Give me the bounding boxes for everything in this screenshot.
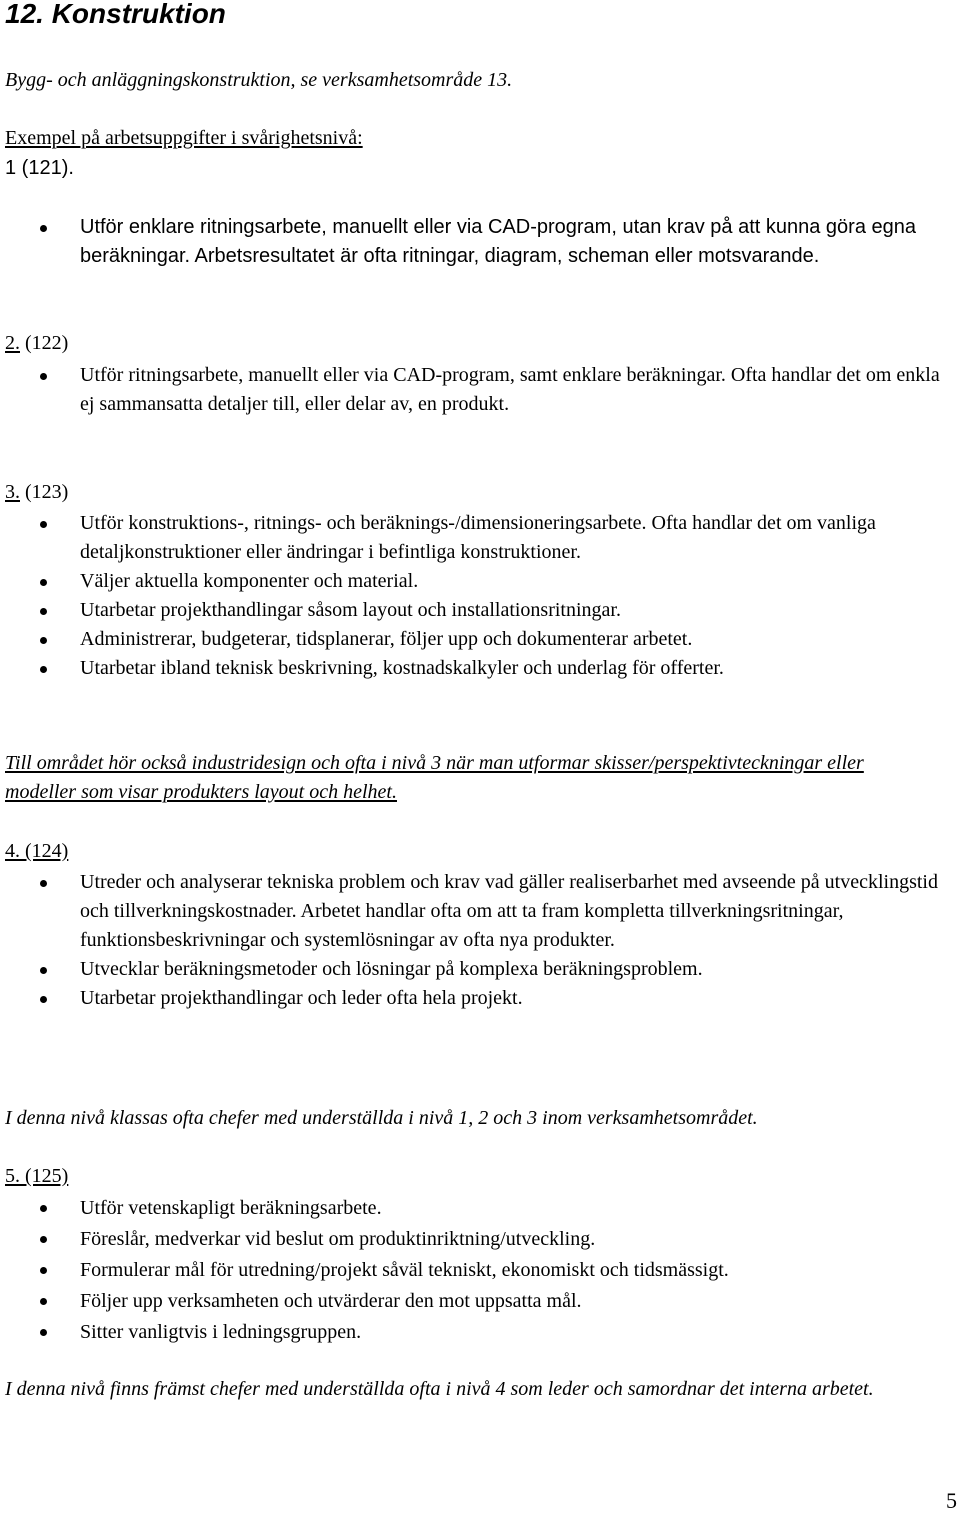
list-item bbox=[40, 955, 955, 984]
list-item bbox=[40, 1255, 955, 1286]
bullet-icon bbox=[40, 1298, 47, 1305]
list-item bbox=[40, 1224, 955, 1255]
bullet-icon bbox=[40, 967, 47, 974]
bullet-icon bbox=[40, 579, 47, 586]
list-item bbox=[40, 213, 955, 271]
industrial-design-note: Till området hör också industridesign och ofta i nivå 3 när man utformar skisser/perspektivteckningar eller modeller som visar produkters layout och helhet. bbox=[5, 752, 864, 803]
level-5-list bbox=[40, 1193, 955, 1348]
level-2-label bbox=[5, 329, 68, 358]
level-2-code: (122) bbox=[20, 332, 69, 354]
list-item-text: Utarbetar projekthandlingar och leder ofta hela projekt. bbox=[80, 987, 523, 1009]
intro-reference: Bygg- och anläggningskonstruktion, se verksamhetsområde 13. bbox=[5, 69, 513, 91]
bullet-icon bbox=[40, 225, 47, 232]
list-item bbox=[40, 1193, 955, 1224]
page-number: 5 bbox=[946, 1488, 957, 1513]
bullet-icon bbox=[40, 1267, 47, 1274]
list-item-text: Följer upp verksamheten och utvärderar den mot uppsatta mål. bbox=[80, 1290, 582, 1312]
list-item-text: Utvecklar beräkningsmetoder och lösningar på komplexa beräkningsproblem. bbox=[80, 958, 703, 980]
level-3-code: (123) bbox=[20, 481, 69, 503]
bullet-icon bbox=[40, 637, 47, 644]
bullet-icon bbox=[40, 373, 47, 380]
level-3-list bbox=[40, 509, 955, 683]
list-item-text: Väljer aktuella komponenter och material. bbox=[80, 570, 419, 592]
list-item bbox=[40, 1286, 955, 1317]
list-item-text: Utreder och analyserar tekniska problem och krav vad gäller realiserbarhet med avseende på utvecklingstid och tillverkningskostnader. Arbetet handlar ofta om att ta fram kompletta tillverkningsritningar, funktionsbeskrivningar och systemlösningar av ofta nya produkter. bbox=[80, 871, 938, 951]
list-item-text: Utför ritningsarbete, manuellt eller via CAD-program, samt enklare beräkningar. Ofta handlar det om enkla ej sammansatta detaljer till, eller delar av, en produkt. bbox=[80, 364, 940, 415]
list-item-text: Administrerar, budgeterar, tidsplanerar, följer upp och dokumenterar arbetet. bbox=[80, 628, 693, 650]
examples-heading: Exempel på arbetsuppgifter i svårighetsnivå: bbox=[5, 127, 363, 149]
list-item bbox=[40, 567, 955, 596]
list-item-text: Utför konstruktions-, ritnings- och beräknings-/dimensioneringsarbete. Ofta handlar det om vanliga detaljkonstruktioner eller ändringar i befintliga konstruktioner. bbox=[80, 512, 876, 563]
list-item-text: Föreslår, medverkar vid beslut om produktinriktning/utveckling. bbox=[80, 1228, 596, 1250]
list-item bbox=[40, 625, 955, 654]
level-3-number: 3. bbox=[5, 481, 20, 503]
level-2-list bbox=[40, 361, 955, 419]
list-item bbox=[40, 868, 955, 955]
bullet-icon bbox=[40, 1236, 47, 1243]
list-item bbox=[40, 984, 955, 1013]
level-4-managers-note: I denna nivå klassas ofta chefer med underställda i nivå 1, 2 och 3 inom verksamhetsområdet. bbox=[5, 1107, 758, 1129]
list-item-text: Utför vetenskapligt beräkningsarbete. bbox=[80, 1197, 382, 1219]
list-item bbox=[40, 596, 955, 625]
level-1-label: 1 (121). bbox=[5, 157, 74, 179]
list-item-text: Sitter vanligtvis i ledningsgruppen. bbox=[80, 1321, 362, 1343]
level-4-label: 4. (124) bbox=[5, 840, 69, 862]
list-item bbox=[40, 509, 955, 567]
bullet-icon bbox=[40, 996, 47, 1003]
level-4-list bbox=[40, 868, 955, 1013]
page-title: 12. Konstruktion bbox=[5, 0, 226, 29]
list-item bbox=[40, 361, 955, 419]
bullet-icon bbox=[40, 666, 47, 673]
bullet-icon bbox=[40, 1329, 47, 1336]
bullet-icon bbox=[40, 608, 47, 615]
level-3-label bbox=[5, 478, 68, 507]
level-2-number: 2. bbox=[5, 332, 20, 354]
level-1-list bbox=[40, 213, 955, 271]
list-item bbox=[40, 1317, 955, 1348]
list-item-text: Utför enklare ritningsarbete, manuellt eller via CAD-program, utan krav på att kunna göra egna beräkningar. Arbetsresultatet är ofta ritningar, diagram, scheman eller motsvarande. bbox=[80, 216, 916, 267]
level-5-managers-note: I denna nivå finns främst chefer med underställda ofta i nivå 4 som leder och samordnar det interna arbetet. bbox=[5, 1378, 874, 1400]
list-item bbox=[40, 654, 955, 683]
bullet-icon bbox=[40, 880, 47, 887]
list-item-text: Utarbetar ibland teknisk beskrivning, kostnadskalkyler och underlag för offerter. bbox=[80, 657, 724, 679]
bullet-icon bbox=[40, 1205, 47, 1212]
list-item-text: Formulerar mål för utredning/projekt såväl tekniskt, ekonomiskt och tidsmässigt. bbox=[80, 1259, 729, 1281]
level-5-label: 5. (125) bbox=[5, 1165, 69, 1187]
bullet-icon bbox=[40, 521, 47, 528]
list-item-text: Utarbetar projekthandlingar såsom layout och installationsritningar. bbox=[80, 599, 621, 621]
